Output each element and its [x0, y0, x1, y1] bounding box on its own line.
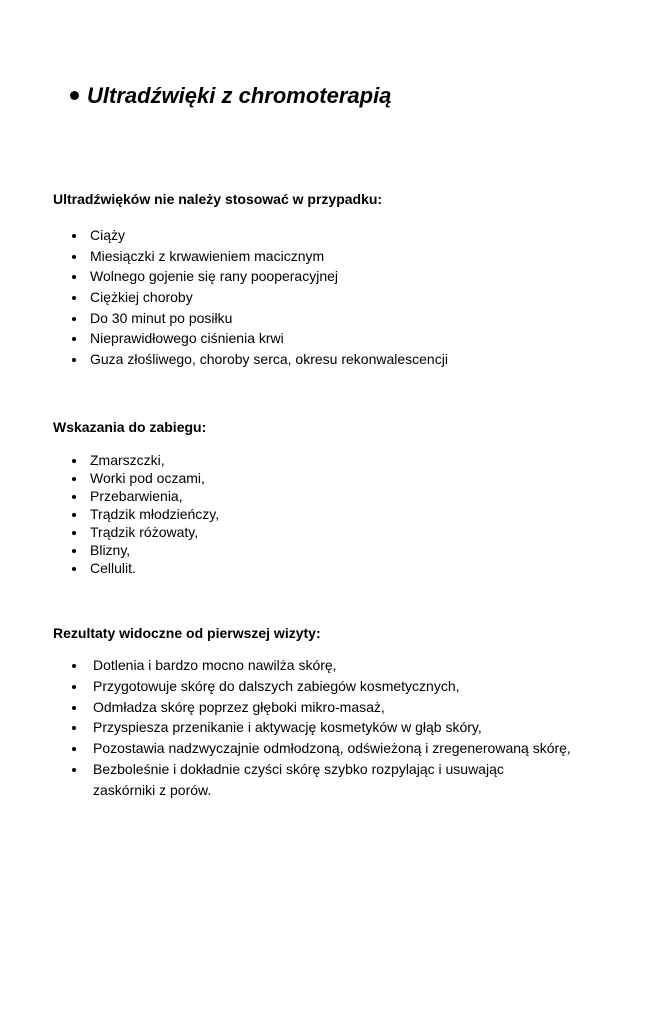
list-item: Worki pod oczami, — [0, 469, 600, 487]
bullet-icon — [72, 664, 76, 668]
list-item: Dotlenia i bardzo mocno nawilża skórę, — [0, 655, 600, 676]
bullet-icon — [72, 747, 76, 751]
list-item: Bezboleśnie i dokładnie czyści skórę szybko rozpylając i usuwając zaskórniki z porów. — [0, 759, 568, 801]
list-item: Nieprawidłowego ciśnienia krwi — [0, 328, 600, 349]
list-item: Trądzik różowaty, — [0, 523, 600, 541]
list-item: Ciąży — [0, 225, 600, 246]
bullet-icon — [72, 513, 76, 517]
bullet-icon — [72, 358, 76, 362]
list-item: Przyspiesza przenikanie i aktywację kosmetyków w głąb skóry, — [0, 717, 600, 738]
bullet-icon — [72, 706, 76, 710]
list-item: Miesiączki z krwawieniem macicznym — [0, 246, 600, 267]
list-item: Blizny, — [0, 541, 600, 559]
bullet-icon — [72, 531, 76, 535]
indications-heading: Wskazania do zabiegu: — [53, 419, 207, 435]
bullet-icon — [72, 495, 76, 499]
bullet-icon — [72, 549, 76, 553]
list-item: Ciężkiej choroby — [0, 287, 600, 308]
list-item: Cellulit. — [0, 559, 600, 577]
indications-list — [0, 451, 600, 577]
bullet-icon — [72, 685, 76, 689]
bullet-icon — [72, 726, 76, 730]
list-item: Do 30 minut po posiłku — [0, 308, 600, 329]
list-item: Wolnego gojenie się rany pooperacyjnej — [0, 266, 600, 287]
bullet-icon — [72, 234, 76, 238]
bullet-icon — [72, 275, 76, 279]
bullet-icon — [72, 567, 76, 571]
page-title-text: Ultradźwięki z chromoterapią — [87, 83, 392, 108]
bullet-icon — [72, 255, 76, 259]
results-heading: Rezultaty widoczne od pierwszej wizyty: — [53, 625, 321, 641]
list-item: Trądzik młodzieńczy, — [0, 505, 600, 523]
contraindications-list — [0, 225, 600, 370]
list-item: Pozostawia nadzwyczajnie odmłodzoną, odświeżoną i zregenerowaną skórę, — [0, 738, 600, 759]
bullet-icon — [72, 768, 76, 772]
results-list — [0, 655, 600, 801]
bullet-icon — [72, 296, 76, 300]
bullet-icon — [72, 459, 76, 463]
bullet-icon — [72, 317, 76, 321]
list-item: Przebarwienia, — [0, 487, 600, 505]
list-item: Guza złośliwego, choroby serca, okresu rekonwalescencji — [0, 349, 600, 370]
bullet-icon — [70, 91, 79, 100]
bullet-icon — [72, 337, 76, 341]
list-item: Zmarszczki, — [0, 451, 600, 469]
page-title — [70, 82, 391, 110]
bullet-icon — [72, 477, 76, 481]
list-item: Przygotowuje skórę do dalszych zabiegów kosmetycznych, — [0, 676, 600, 697]
list-item: Odmładza skórę poprzez głęboki mikro-masaż, — [0, 697, 600, 718]
contraindications-heading: Ultradźwięków nie należy stosować w przypadku: — [53, 191, 383, 207]
